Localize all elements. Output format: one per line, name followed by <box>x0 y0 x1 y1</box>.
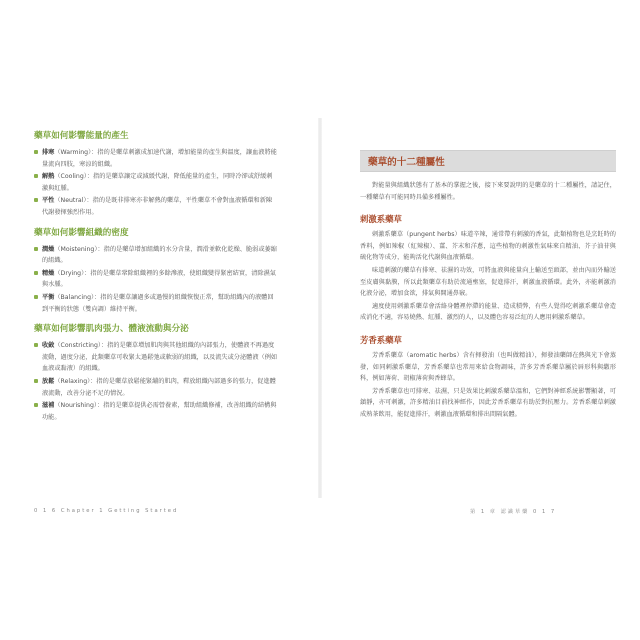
list-item: 收斂（Constricting）：指的是藥草增加肌肉與其他組織的內部張力，使體液不再過度流動，過度分泌，此類藥草可收緊太過鬆弛或軟弱的組織，以及流失或分泌體液（例如血液或黏液）的組織。 <box>34 340 278 375</box>
body-paragraph: 刺激系藥草（pungent herbs）味道辛辣，通常帶有刺激的香氣，此類植物也是烹飪時的香料，例如辣椒（紅辣椒）、薑、芥末和洋蔥，這些植物的刺激性氣味來自精油、芥子油苷與硫化物等成分，能夠活化代謝與血液循環。 <box>360 231 616 262</box>
page-footer-right: 第 1 章 認識草藥 0 1 7 <box>470 509 557 515</box>
section-heading-aromatic: 芳香系藥草 <box>360 334 402 345</box>
bullet-icon <box>34 247 38 251</box>
page-gutter <box>318 118 322 498</box>
body-paragraph: 味道刺激的藥草有排寒、祛濕的功效，可將血液與能量向上輸送至頭部，並由內而外輸送至皮膚與黏膜，所以此類藥草有助於流通壅塞，促進排汗，刺激血液循環。此外，亦能刺激消化液分泌，增加食欲，排氣與開通鼻竅。 <box>360 266 616 298</box>
chapter-banner: 藥草的十二種屬性 <box>360 150 616 172</box>
bullet-icon <box>34 295 38 299</box>
section-heading-pungent: 刺激系藥草 <box>360 214 402 225</box>
bullet-icon <box>34 198 38 202</box>
section-heading-density: 藥草如何影響組織的密度 <box>34 227 129 238</box>
body-paragraph: 芳香系藥草（aromatic herbs）含有揮發油（也叫做精油），揮發油藥師在熱與光下會蒸發，如同刺激系藥草，芳香系藥草也常用來給食物調味，許多芳香系藥草屬於唇形科與繖形科，例如薄荷、胡椒薄荷與香蜂草。 <box>360 351 616 383</box>
body-paragraph: 芳香系藥草也可排寒、祛濕，只是效果比刺激系藥草溫和，它們對神經系統影響顯著，可鎮靜，亦可刺激，許多精油目前找神經作，因此芳香系藥草有助於對抗壓力。芳香系藥草刺激成熟茶飲用，能促進排汗，刺激血液循環和排出間隔氣體。 <box>360 387 616 418</box>
body-paragraph: 適度使用刺激系藥草會活絡身體裡停滯的能量、造成積弊，有些人覺得吃刺激系藥草會造成消化不適，容易燒熱、紅腫、激烈的人，以及體色容易泛紅的人應用刺激系藥草。 <box>360 302 616 322</box>
bullet-icon <box>34 379 38 383</box>
list-item: 解熱（Cooling）：指的是藥草讓定或減緩代謝，降低能量的產生，同時冷卻或舒緩刺激與紅腫。 <box>34 171 278 194</box>
left-page <box>34 130 278 424</box>
list-item: 精燥（Drying）：指的是藥草鞏除組織裡的多餘滲液，使組織變得緊密結實，清除濕氣與水腫。 <box>34 268 278 291</box>
list-item: 平性（Neutral）：指的是既非排寒亦非解熱的藥草，平性藥草不會對血液循環和新陳代謝發揮強烈作用。 <box>34 195 278 218</box>
bullet-icon <box>34 271 38 275</box>
section-heading-tension: 藥草如何影響肌肉張力、體液流動與分泌 <box>34 324 189 335</box>
bullet-icon <box>34 150 38 154</box>
bullet-icon <box>34 403 38 407</box>
page-footer-left: 0 1 6 Chapter 1 Getting Started <box>34 508 179 514</box>
intro-paragraph: 對能量與組織狀態有了基本的掌握之後，接下來要說明的是藥草的十二種屬性，請記住，一種藥草有可能同時具備多種屬性。 <box>360 182 616 201</box>
section-heading-energy: 藥草如何影響能量的產生 <box>34 131 129 141</box>
list-item: 放鬆（Relaxing）：指的是藥草放鬆能緊繃的肌肉，釋放組織內部過多的張力，促進體液流動，改善分泌不足的情況。 <box>34 376 278 399</box>
list-item: 滋補（Nourishing）：指的是藥草提供必需營養素，幫助組織修補，改善組織的結構與功能。 <box>34 400 278 423</box>
list-item: 潤燥（Moistening）：指的是藥草增加組織的水分含量，潤滑並軟化乾燥、脆弱或萎縮的組織。 <box>34 244 278 267</box>
bullet-icon <box>34 343 38 347</box>
list-item: 平衡（Balancing）：指的是藥草讓過多或過慢的組織恢復正常，幫助組織內的液體回到平衡的狀態（雙向調）維持平衡。 <box>34 292 278 315</box>
right-page <box>360 130 616 422</box>
bullet-icon <box>34 174 38 178</box>
list-item: 排寒（Warming）：指的是藥草刺激成加速代謝，增加能量的產生與溫度，讓血液將能量流向四肢，寒涼的組織。 <box>34 147 278 170</box>
